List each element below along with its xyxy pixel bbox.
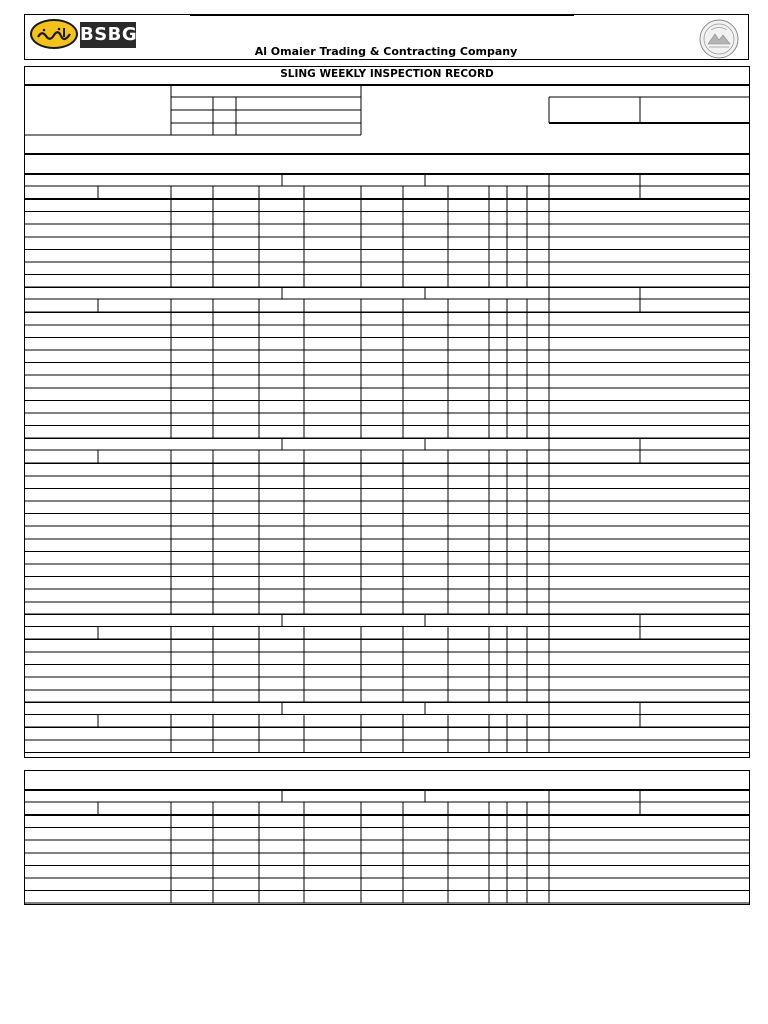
form-title: SLING WEEKLY INSPECTION RECORD (280, 68, 494, 80)
bsbg-logo: BSBG (80, 22, 136, 48)
company-name: Al Omaier Trading & Contracting Company (254, 45, 518, 58)
